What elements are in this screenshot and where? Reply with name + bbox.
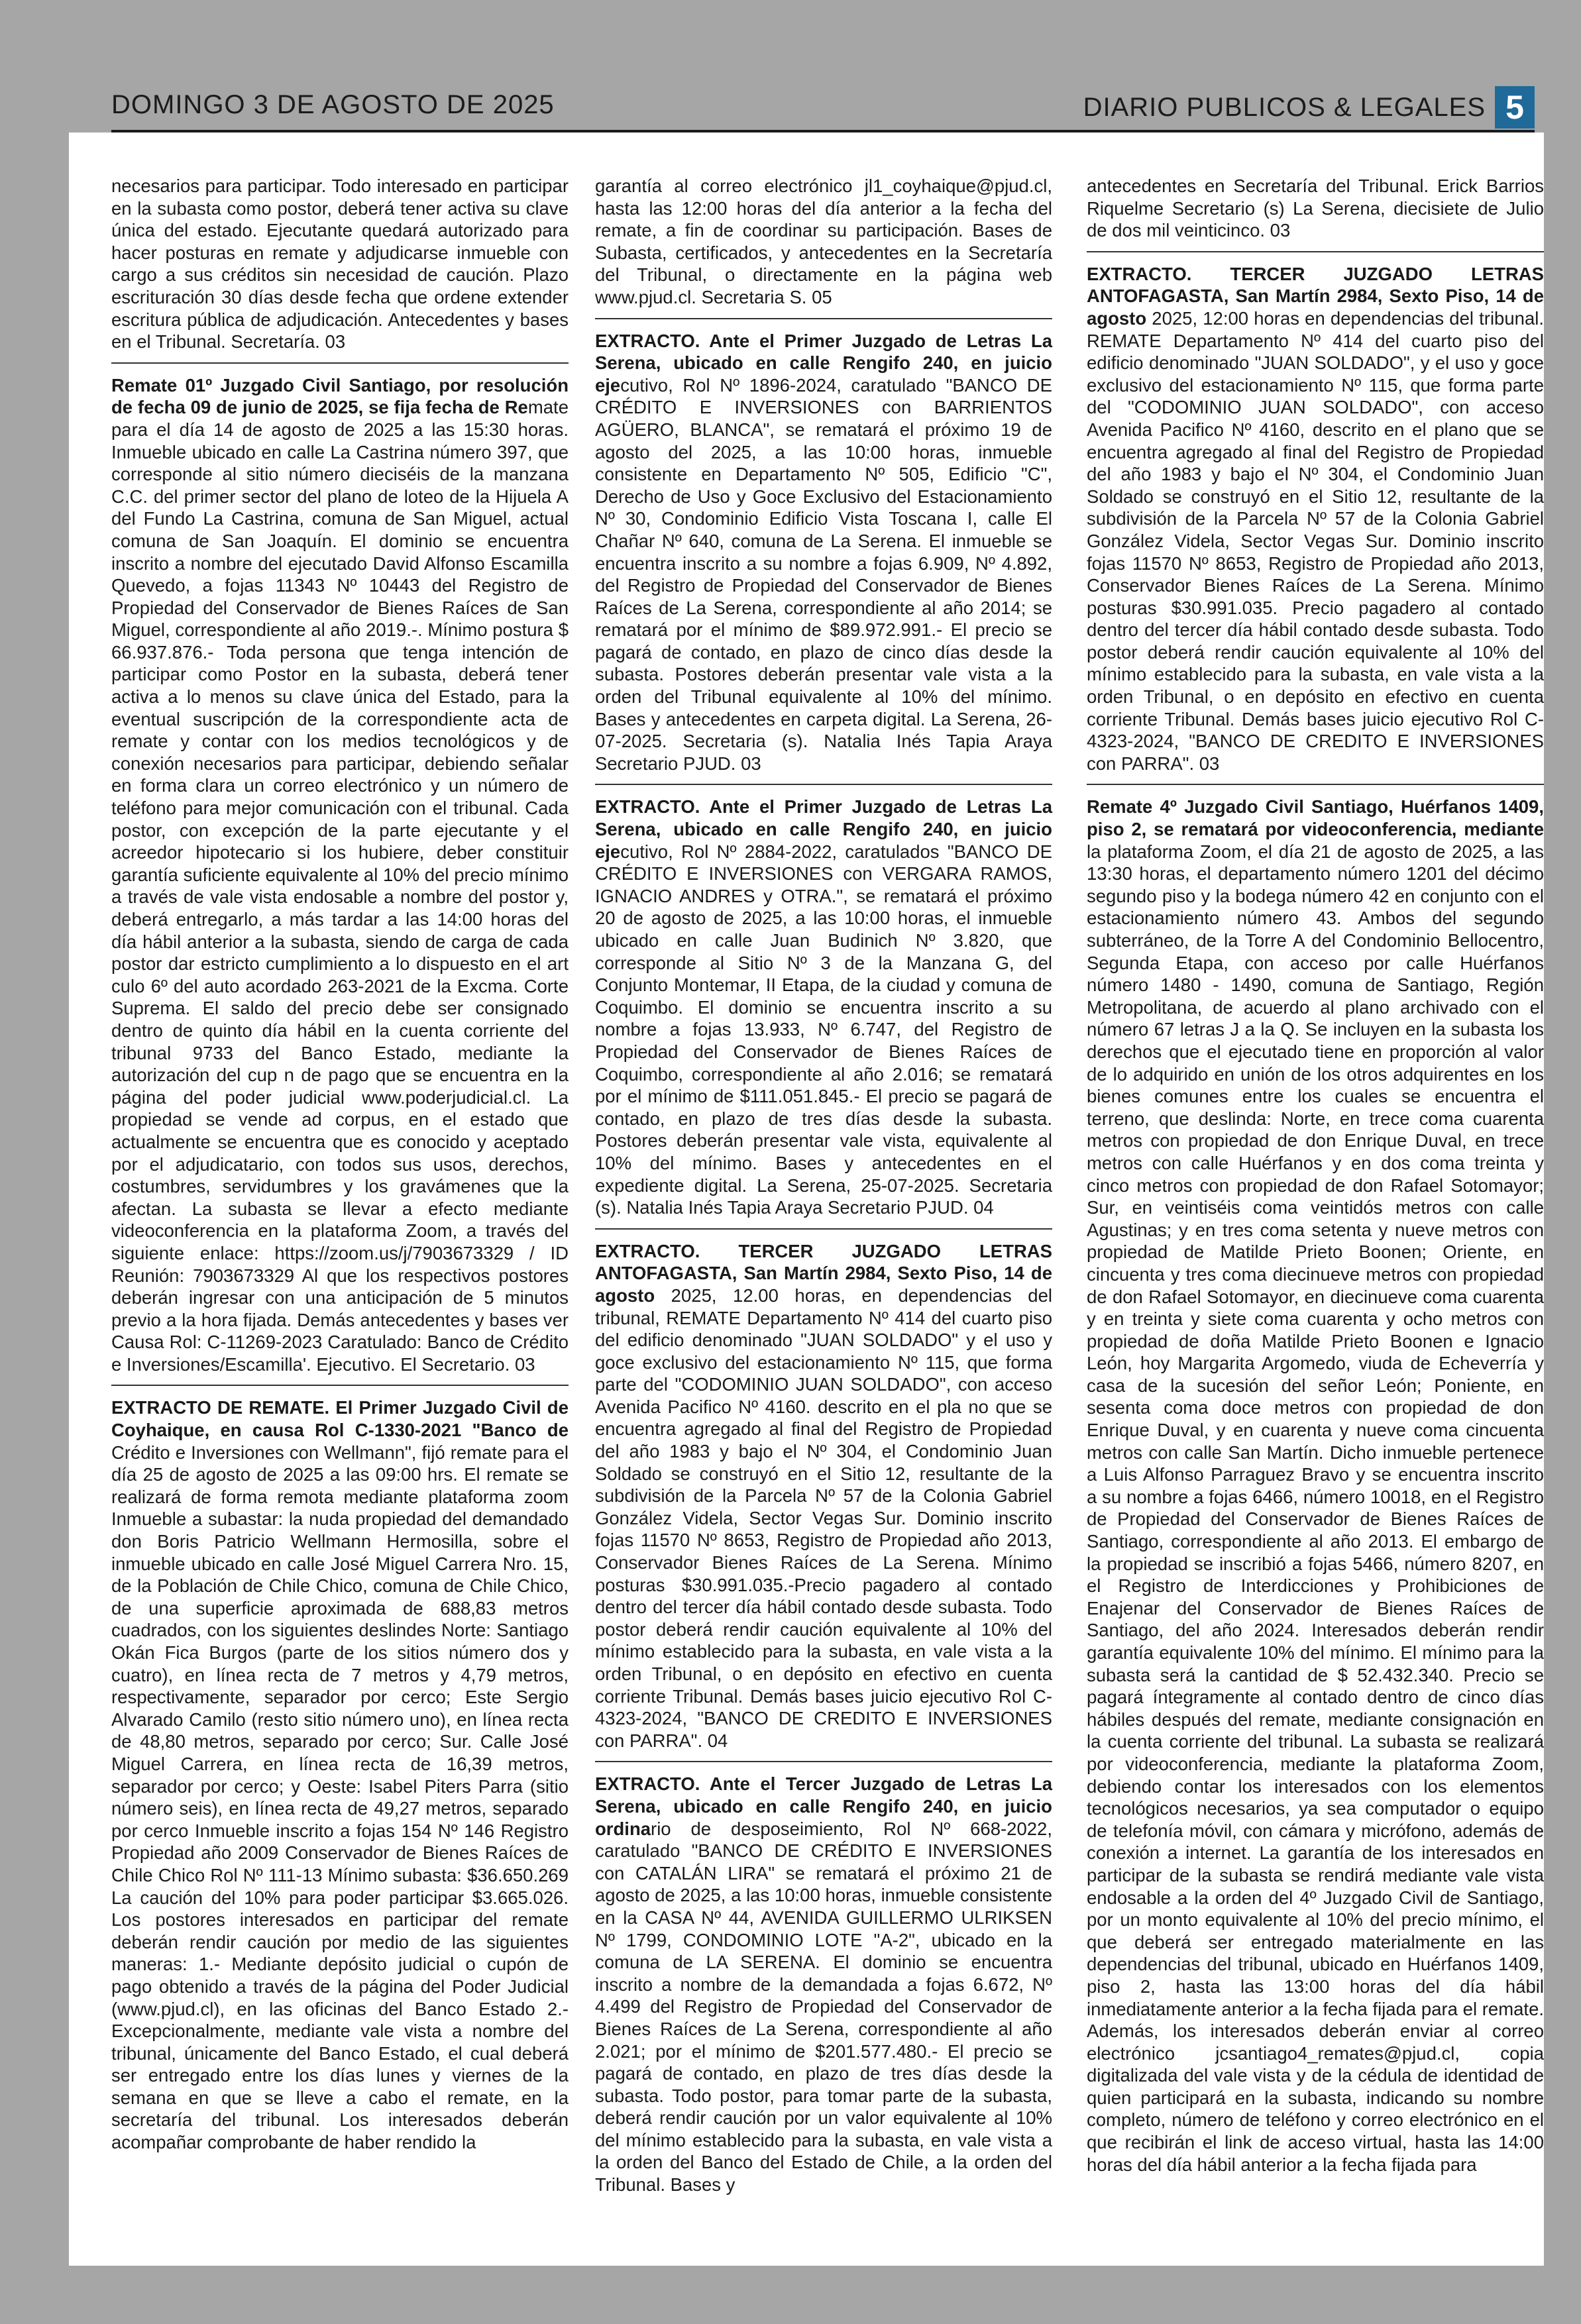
- notice-heading: Remate 4º Juzgado Civil Santiago, Huérfanos 1409, piso 2, se rematará por videoconferencia, mediante: [1087, 796, 1544, 840]
- page-number-badge: 5: [1495, 86, 1535, 129]
- notice-divider: [111, 1385, 569, 1386]
- notice-body: Crédito e Inversiones con Wellmann", fijó remate para el día 25 de agosto de 2025 a las 09:00 hrs. El remate se realizará de forma remota mediante plataforma zoom Inmueble a subastar: la nuda propiedad del demandado don Boris Patricio Wellmann Hermosilla, sobre el inmueble ubicado en calle José Miguel Carrera Nro. 15, de la Población de Chile Chico, comuna de Chile Chico, de una superficie aproximada de 688,83 metros cuadrados, con los siguientes deslindes Norte: Santiago Okán Fica Burgos (parte de los sitios número dos y cuatro), en línea recta de 7 metros y 4,79 metros, respectivamente, separador por cerco; Este Sergio Alvarado Camilo (resto sitio número uno), en línea recta de 48,80 metros, separado por cerco; Sur. Calle José Miguel Carrera, en línea recta de 16,39 metros, separador por cerco; y Oeste: Isabel Piters Parra (sitio número seis), en línea recta de 49,27 metros, separado por cerco Inmueble inscrito a fojas 154 Nº 146 Registro Propiedad año 2009 Conservador de Bienes Raíces de Chile Chico Rol Nº 111-13 Mínimo subasta: $36.650.269 La caución del 10% para poder participar $3.665.026. Los postores interesados en participar del remate deberán rendir caución por medio de las siguientes maneras: 1.- Mediante depósito judicial o cupón de pago obtenido a través de la página del Poder Judicial (www.pjud.cl), en las oficinas del Banco Estado 2.- Excepcionalmente, mediante vale vista a nombre del tribunal, únicamente del Banco Estado, el cual deberá ser entregado entre los días lunes y viernes de la semana en que se lleve a cabo el remate, en la secretaría del tribunal. Los interesados deberán acompañar comprobante de haber rendido la: [111, 1442, 569, 2153]
- notice-heading: Remate 01º Juzgado Civil Santiago, por resolución de fecha 09 de junio de 2025, se fija fecha de Re: [111, 374, 569, 418]
- notice: [595, 796, 1052, 1218]
- notice-divider: [595, 1228, 1052, 1230]
- notice: [111, 1397, 569, 2153]
- notice-divider: [595, 1761, 1052, 1762]
- notice-text: antecedentes en Secretaría del Tribunal. Erick Barrios Riquelme Secretario (s) La Serena, diecisiete de Julio de dos mil veinticinco. 03: [1087, 176, 1544, 241]
- notice: [595, 1240, 1052, 1752]
- notice-divider: [1087, 784, 1544, 785]
- notice-text: necesarios para participar. Todo interesado en participar en la subasta como postor, deberá tener activa su clave única del estado. Ejecutante quedará autorizado para hacer posturas en remate y adjudicarse inmueble con cargo a sus créditos sin necesidad de caución. Plazo escrituración 30 días desde fecha que ordene extender escritura pública de adjudicación. Antecedentes y bases en el Tribunal. Secretaría. 03: [111, 176, 569, 352]
- notice-divider: [1087, 251, 1544, 252]
- notice-heading: EXTRACTO DE REMATE. El Primer Juzgado Civil de Coyhaique, en causa Rol C-1330-2021 "Banco de: [111, 1397, 569, 1441]
- newspaper-title: DIARIO PUBLICOS & LEGALES: [1083, 92, 1486, 122]
- notice-divider: [111, 362, 569, 364]
- notice-heading: EXTRACTO. TERCER JUZGADO LETRAS ANTOFAGASTA, San Martín 2984, Sexto Piso, 14 de agosto: [595, 1240, 1052, 1306]
- notice: [1087, 796, 1544, 2176]
- notice-heading: EXTRACTO. Ante el Tercer Juzgado de Letras La Serena, ubicado en calle Rengifo 240, en juicio ordina: [595, 1773, 1052, 1839]
- column-2: [595, 175, 1052, 2196]
- notice-body: cutivo, Rol Nº 1896-2024, caratulado "BANCO DE CRÉDITO E INVERSIONES con BARRIENTOS AGÜERO, BLANCA", se rematará el próximo 19 de agosto del 2025, a las 10:00 horas, inmueble consistente en Departamento Nº 505, Edificio "C", Derecho de Uso y Goce Exclusivo del Estacionamiento Nº 30, Condominio Edificio Vista Toscana I, calle El Chañar Nº 640, comuna de La Serena. El inmueble se encuentra inscrito a su nombre a fojas 6.909, Nº 4.892, del Registro de Propiedad del Conservador de Bienes Raíces de La Serena, correspondiente al año 2014; se rematará por el mínimo de $89.972.991.- El precio se pagará de contado, en plazo de cinco días desde la subasta. Postores deberán presentar vale vista a la orden del Tribunal equivalente al 10% del mínimo. Bases y antecedentes en carpeta digital. La Serena, 26-07-2025. Secretaria (s). Natalia Inés Tapia Araya Secretario PJUD. 03: [595, 374, 1052, 774]
- notice-divider: [595, 784, 1052, 785]
- notice: [595, 1773, 1052, 2195]
- header-right: [1083, 86, 1535, 129]
- notice-body: cutivo, Rol Nº 2884-2022, caratulados "BANCO DE CRÉDITO E INVERSIONES con VERGARA RAMOS, IGNACIO ANDRES y OTRA.", se rematará el próximo 20 de agosto de 2025, a las 10:00 horas, el inmueble ubicado en calle Juan Budinich Nº 3.820, que corresponde al Sitio Nº 3 de la Manzana G, del Conjunto Montemar, II Etapa, de la ciudad y comuna de Coquimbo. El dominio se encuentra inscrito a su nombre a fojas 13.933, Nº 6.747, del Registro de Propiedad del Conservador de Bienes Raíces de Coquimbo, correspondiente al año 2.016; se rematará por el mínimo de $111.051.845.- El precio se pagará de contado, en plazo de tres días desde la subasta. Postores deberán presentar vale vista, equivalente al 10% del mínimo. Bases y antecedentes en el expediente digital. La Serena, 25-07-2025. Secretaria (s). Natalia Inés Tapia Araya Secretario PJUD. 04: [595, 841, 1052, 1218]
- column-1: [111, 175, 569, 2154]
- notice-divider: [595, 318, 1052, 319]
- notice-heading: EXTRACTO. Ante el Primer Juzgado de Letras La Serena, ubicado en calle Rengifo 240, en juicio eje: [595, 330, 1052, 396]
- notice-heading: EXTRACTO. TERCER JUZGADO LETRAS ANTOFAGASTA, San Martín 2984, Sexto Piso, 14 de agosto: [1087, 263, 1544, 329]
- notice-body: 2025, 12:00 horas en dependencias del tribunal. REMATE Departamento Nº 414 del cuarto piso del edificio denominado "JUAN SOLDADO", y el uso y goce exclusivo del estacionamiento Nº 115, que forma parte del "CODOMINIO JUAN SOLDADO", con acceso Avenida Pacifico Nº 4160, descrito en el plano que se encuentra agregado al final del Registro de Propiedad del año 1983 y bajo el Nº 304, el Condominio Juan Soldado se construyó en el Sitio 12, resultante de la subdivisión de la Parcela Nº 57 de la Colonia Gabriel González Videla, Sector Vegas Sur. Dominio inscrito fojas 11570 Nº 8653, Registro de Propiedad año 2013, Conservador Bienes Raíces de La Serena. Mínimo posturas $30.991.035. Precio pagadero al contado dentro del tercer día hábil contado desde subasta. Todo postor deberá rendir caución equivalente al 10% del mínimo establecido para la subasta, en vale vista a la orden Tribunal, o en depósito en efectivo en cuenta corriente Tribunal. Demás bases juicio ejecutivo Rol C-4323-2024, "BANCO DE CREDITO E INVERSIONES con PARRA". 03: [1087, 307, 1544, 774]
- column-3: [1087, 175, 1544, 2176]
- notice-body: mate para el día 14 de agosto de 2025 a las 15:30 horas. Inmueble ubicado en calle La Castrina número 397, que corresponde al sitio número dieciséis de la manzana C.C. del primer sector del plano de loteo de la Hijuela A del Fundo La Castrina, comuna de San Miguel, actual comuna de San Joaquín. El dominio se encuentra inscrito a nombre del ejecutado David Alfonso Escamilla Quevedo, a fojas 11343 Nº 10443 del Registro de Propiedad del Conservador de Bienes Raíces de San Miguel, correspondiente al año 2019.-. Mínimo postura $ 66.937.876.- Toda persona que tenga intención de participar como Postor en la subasta, deberá tener activa a lo menos su clave única del Estado, para la eventual suscripción de la correspondiente acta de remate y contar con los medios tecnológicos y de conexión necesarios para participar, debiendo señalar en forma clara un correo electrónico y un número de teléfono para mejor comunicación con el tribunal. Cada postor, con excepción de la parte ejecutante y el acreedor hipotecario si los hubiere, deber constituir garantía suficiente equivalente al 10% del precio mínimo a través de vale vista endosable a nombre del postor y, deberá entregarlo, a más tardar a las 14:00 horas del día hábil anterior a la subasta, siendo de carga de cada postor dar estricto cumplimiento a lo dispuesto en el art culo 6º del auto acordado 263-2021 de la Excma. Corte Suprema. El saldo del precio debe ser consignado dentro de quinto día hábil en la cuenta corriente del tribunal 9733 del Banco Estado, mediante la autorización del cup n de pago que se encuentra en la página del poder judicial www.poderjudicial.cl. La propiedad se vende ad corpus, en el estado que actualmente se encuentra que es conocido y aceptado por el adjudicatario, con todos sus usos, derechos, costumbres, servidumbres y los gravámenes que la afectan. La subasta se llevar a efecto mediante videoconferencia en la plataforma Zoom, a través del siguiente enlace: https://zoom.us/j/7903673329 / ID Reunión: 7903673329 Al que los respectivos postores deberán ingresar con una anticipación de 5 minutos previo a la hora fijada. Demás antecedentes y bases ver Causa Rol: C-11269-2023 Caratulado: Banco de Crédito e Inversiones/Escamilla'. Ejecutivo. El Secretario. 03: [111, 397, 569, 1375]
- header-date: DOMINGO 3 DE AGOSTO DE 2025: [111, 90, 555, 119]
- notice-text: garantía al correo electrónico jl1_coyhaique@pjud.cl, hasta las 12:00 horas del día anterior a la fecha del remate, a fin de coordinar su participación. Bases de Subasta, certificados, y antecedentes en la Secretaría del Tribunal, o directamente en la página web www.pjud.cl. Secretaria S. 05: [595, 176, 1052, 307]
- notice-heading: EXTRACTO. Ante el Primer Juzgado de Letras La Serena, ubicado en calle Rengifo 240, en juicio eje: [595, 796, 1052, 862]
- header-rule: [111, 130, 1535, 132]
- notice-body: 2025, 12.00 horas, en dependencias del tribunal, REMATE Departamento Nº 414 del cuarto piso del edificio denominado "JUAN SOLDADO" y el uso y goce exclusivo del estacionamiento Nº 115, que forma parte del "CODOMINIO JUAN SOLDADO", con acceso Avenida Pacifico Nº 4160. descrito en el pla no que se encuentra agregado al final del Registro de Propiedad del año 1983 y bajo el Nº 304, el Condominio Juan Soldado se construyó en el Sitio 12, resultante de la subdivisión de la Parcela Nº 57 de la Colonia Gabriel González Videla, Sector Vegas Sur. Dominio inscrito fojas 11570 Nº 8653, Registro de Propiedad año 2013, Conservador Bienes Raíces de La Serena. Mínimo posturas $30.991.035.-Precio pagadero al contado dentro del tercer día hábil contado desde subasta. Todo postor deberá rendir caución equivalente al 10% del mínimo establecido para la subasta, en vale vista a la orden Tribunal, o en depósito en efectivo en cuenta corriente Tribunal. Demás bases juicio ejecutivo Rol C-4323-2024, "BANCO DE CREDITO E INVERSIONES con PARRA". 04: [595, 1285, 1052, 1751]
- notice: [111, 374, 569, 1376]
- notice-body: la plataforma Zoom, el día 21 de agosto de 2025, a las 13:30 horas, el departamento número 1201 del décimo segundo piso y la bodega número 42 en conjunto con el estacionamiento número 43. Ambos del segundo subterráneo, de la Torre A del Condominio Bellocentro, Segunda Etapa, con acceso por calle Huérfanos número 1480 - 1490, comuna de Santiago, Región Metropolitana, de acuerdo al plano archivado con el número 67 letras J a la Q. Se incluyen en la subasta los derechos que el ejecutado tiene en proporción al valor de lo adquirido en unión de los otros adquirentes en los bienes comunes entre los cuales se encuentra el terreno, que deslinda: Norte, en trece coma cuarenta metros con propiedad de don Enrique Duval, en trece metros con calle Huérfanos y en dos coma treinta y cinco metros con propiedad de don Rafael Sotomayor; Sur, en veintiséis coma veintidós metros con calle Agustinas; y en tres coma setenta y nueve metros con propiedad de Matilde Prieto Boonen; Oriente, en cincuenta y tres coma diecinueve metros con propiedad de don Rafael Sotomayor, en diecinueve coma cuarenta y en treinta y siete coma cuarenta y ocho metros con propiedad de doña Matilde Prieto Boonen e Ignacio León, hoy Margarita Argomedo, viuda de Echeverría y casa de la sucesión del señor León; Poniente, en sesenta coma doce metros con propiedad de don Enrique Duval, y en cuarenta y nueve coma cincuenta metros con calle San Martín. Dicho inmueble pertenece a Luis Alfonso Parraguez Bravo y se encuentra inscrito a su nombre a fojas 6466, número 10018, en el Registro de Propiedad del Conservador de Bienes Raíces de Santiago, correspondiente al año 2013. El embargo de la propiedad se inscribió a fojas 5466, número 8207, en el Registro de Interdicciones y Prohibiciones de Enajenar del Conservador de Bienes Raíces de Santiago, del año 2024. Interesados deberán rendir garantía equivalente 10% del mínimo. El mínimo para la subasta será la cantidad de $ 52.432.340. Precio se pagará íntegramente al contado dentro de cinco días hábiles después del remate, mediante consignación en la cuenta corriente del tribunal. La subasta se realizará por videoconferencia, mediante la plataforma Zoom, debiendo contar los interesados con los elementos tecnológicos necesarios, ya sea computador o equipo de telefonía móvil, con cámara y micrófono, además de conexión a internet. La garantía de los interesados en participar de la subasta se rendirá mediante vale vista endosable a la orden del 4º Juzgado Civil de Santiago, por un monto equivalente al 10% del precio mínimo, el que deberá ser entregado materialmente en las dependencias del tribunal, ubicado en Huérfanos 1409, piso 2, hasta las 13:00 horas del día hábil inmediatamente anterior a la fecha fijada para el remate. Además, los interesados deberán enviar al correo electrónico jcsantiago4_remates@pjud.cl, copia digitalizada del vale vista y de la cédula de identidad de quien participará en la subasta, indicando su nombre completo, número de teléfono y correo electrónico en el que recibirán el link de acceso virtual, hasta las 14:00 horas del día hábil anterior a la fecha fijada para: [1087, 841, 1544, 2175]
- notice-body: rio de desposeimiento, Rol Nº 668-2022, caratulado "BANCO DE CRÉDITO E INVERSIONES con CATALÁN LIRA" se rematará el próximo 21 de agosto de 2025, a las 10:00 horas, inmueble consistente en la CASA Nº 44, AVENIDA GUILLERMO ULRIKSEN Nº 1799, CONDOMINIO LOTE "A-2", ubicado en la comuna de LA SERENA. El dominio se encuentra inscrito a nombre de la demandada a fojas 6.672, Nº 4.499 del Registro de Propiedad del Conservador de Bienes Raíces de La Serena, correspondiente al año 2.021; por el mínimo de $201.577.480.- El precio se pagará de contado, en plazo de tres días desde la subasta. Todo postor, para tomar parte de la subasta, deberá rendir caución por un valor equivalente al 10% del mínimo establecido para la subasta, en vale vista a la orden del Banco del Estado de Chile, a la orden del Tribunal. Bases y: [595, 1818, 1052, 2195]
- page-header: [111, 83, 1535, 130]
- notice: [595, 330, 1052, 775]
- notice: [1087, 263, 1544, 775]
